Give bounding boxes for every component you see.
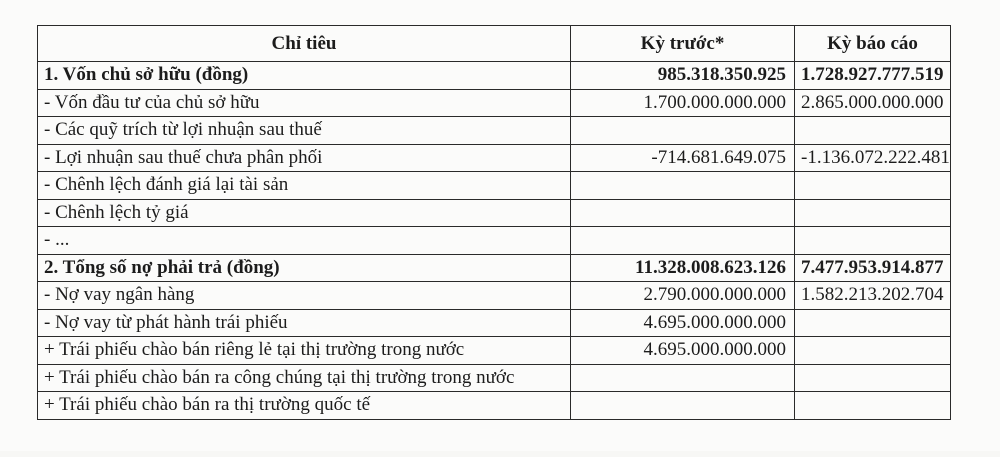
row-label: - ...: [38, 227, 571, 255]
table-row: [38, 62, 951, 90]
row-label: + Trái phiếu chào bán ra công chúng tại thị trường trong nước: [38, 364, 571, 392]
row-previous-value: [571, 227, 795, 255]
row-reporting-value: [795, 117, 951, 145]
row-label: - Chênh lệch đánh giá lại tài sản: [38, 172, 571, 200]
row-label: - Nợ vay ngân hàng: [38, 282, 571, 310]
row-previous-value: 4.695.000.000.000: [571, 337, 795, 365]
table-row: [38, 282, 951, 310]
row-previous-value: 2.790.000.000.000: [571, 282, 795, 310]
table-row: [38, 392, 951, 420]
header-reporting-period: Kỳ báo cáo: [795, 26, 951, 62]
row-reporting-value: 7.477.953.914.877: [795, 254, 951, 282]
row-reporting-value: [795, 364, 951, 392]
row-previous-value: [571, 392, 795, 420]
table-row: [38, 337, 951, 365]
row-reporting-value: -1.136.072.222.481: [795, 144, 951, 172]
row-reporting-value: 2.865.000.000.000: [795, 89, 951, 117]
table-header-row: [38, 26, 951, 62]
row-label: - Nợ vay từ phát hành trái phiếu: [38, 309, 571, 337]
row-reporting-value: [795, 392, 951, 420]
table-row: [38, 309, 951, 337]
row-previous-value: 985.318.350.925: [571, 62, 795, 90]
table-row: [38, 227, 951, 255]
row-reporting-value: 1.728.927.777.519: [795, 62, 951, 90]
row-label: 1. Vốn chủ sở hữu (đồng): [38, 62, 571, 90]
row-previous-value: -714.681.649.075: [571, 144, 795, 172]
row-previous-value: [571, 172, 795, 200]
table-row: [38, 172, 951, 200]
row-previous-value: [571, 364, 795, 392]
header-previous-period: Kỳ trước*: [571, 26, 795, 62]
table-row: [38, 364, 951, 392]
table-row: [38, 89, 951, 117]
row-reporting-value: [795, 172, 951, 200]
row-previous-value: 11.328.008.623.126: [571, 254, 795, 282]
row-label: - Chênh lệch tỷ giá: [38, 199, 571, 227]
table-body: [38, 62, 951, 420]
row-label: 2. Tổng số nợ phải trả (đồng): [38, 254, 571, 282]
table-row: [38, 254, 951, 282]
table-row: [38, 144, 951, 172]
row-label: + Trái phiếu chào bán riêng lẻ tại thị trường trong nước: [38, 337, 571, 365]
page-edge: [0, 451, 1000, 457]
row-label: - Vốn đầu tư của chủ sở hữu: [38, 89, 571, 117]
row-label: + Trái phiếu chào bán ra thị trường quốc tế: [38, 392, 571, 420]
row-previous-value: 1.700.000.000.000: [571, 89, 795, 117]
financial-table: [37, 25, 951, 420]
table-row: [38, 199, 951, 227]
row-label: - Lợi nhuận sau thuế chưa phân phối: [38, 144, 571, 172]
row-previous-value: [571, 199, 795, 227]
row-reporting-value: [795, 227, 951, 255]
row-reporting-value: [795, 309, 951, 337]
row-reporting-value: 1.582.213.202.704: [795, 282, 951, 310]
row-reporting-value: [795, 199, 951, 227]
row-previous-value: [571, 117, 795, 145]
row-label: - Các quỹ trích từ lợi nhuận sau thuế: [38, 117, 571, 145]
row-previous-value: 4.695.000.000.000: [571, 309, 795, 337]
table-row: [38, 117, 951, 145]
header-indicator: Chỉ tiêu: [38, 26, 571, 62]
row-reporting-value: [795, 337, 951, 365]
